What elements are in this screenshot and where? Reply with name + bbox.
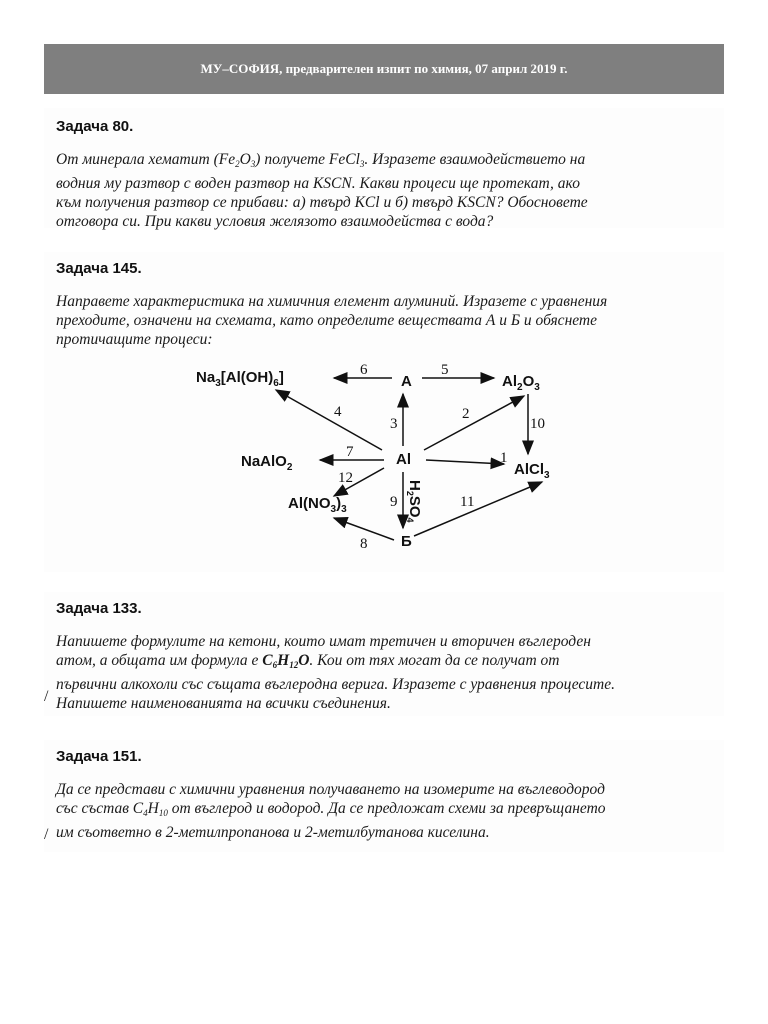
text-line: Направете характеристика на химичния елемент алуминий. Изразете с уравнения xyxy=(56,293,608,310)
task-80-block xyxy=(44,108,724,228)
text-line: От минерала хематит $(Fe_2O_3)$ получете FeCl$_3$. Изразете взаимодействието на xyxy=(56,151,586,169)
task-133-text xyxy=(56,632,721,713)
arrow-label-9: 9 xyxy=(390,494,398,510)
node-B: Б xyxy=(401,533,412,550)
arrow-11 xyxy=(414,482,542,536)
text-line: отговора си. При какви условия желязото взаимодейства с вода? xyxy=(56,213,494,230)
task-145-block xyxy=(44,252,724,572)
text-line: водния му разтвор с воден разтвор на KSCN. Какви процеси ще протекат, ако xyxy=(56,175,580,192)
arrow-label-3: 3 xyxy=(390,416,398,432)
page-header xyxy=(44,44,724,94)
arrow-label-11: 11 xyxy=(460,494,475,510)
task-151-block xyxy=(44,740,724,852)
task-151-title: Задача 151. xyxy=(56,748,142,765)
margin-mark: / xyxy=(44,826,49,843)
task-145-text xyxy=(56,292,721,349)
arrow-label-6: 6 xyxy=(360,362,368,378)
arrow-1 xyxy=(426,460,504,464)
task-133-block xyxy=(44,592,724,716)
node-al: Al xyxy=(396,451,411,468)
task-80-title: Задача 80. xyxy=(56,118,134,135)
text-line: със състав $C_4H_{10}$ от въглерод и водород. Да се предложат схеми за превръщането xyxy=(56,800,606,818)
text-line: към получения разтвор се прибави: а) твърд KCl и б) твърд KSCN? Обосновете xyxy=(56,194,588,211)
task-133-title: Задача 133. xyxy=(56,600,142,617)
arrow-label-7: 7 xyxy=(346,444,354,460)
header-title: МУ–СОФИЯ, предварителен изпит по химия, 07 април 2019 г. xyxy=(200,61,568,76)
margin-mark: / xyxy=(44,688,49,705)
node-na3-al-oh6: $Na_3[Al(OH)_6]$ xyxy=(196,369,284,389)
text-line: Напишете формулите на кетони, които имат третичен и вторичен въглероден xyxy=(56,633,591,650)
arrow-label-2: 2 xyxy=(462,406,470,422)
text-line: Напишете наименованията на всички съединения. xyxy=(56,695,391,712)
arrow-label-12: 12 xyxy=(338,470,353,486)
node-alcl3: AlCl$_3$ xyxy=(514,461,550,481)
arrow-label-5: 5 xyxy=(441,362,449,378)
node-al2o3: $Al_2O_3$ xyxy=(502,373,540,393)
text-line: протичащите процеси: xyxy=(56,331,213,348)
arrow-label-8: 8 xyxy=(360,536,368,552)
text-line: атом, а общата им формула е $C_6H_{12}O$. Кои от тях могат да се получат от xyxy=(56,652,560,670)
aluminium-scheme-diagram xyxy=(44,356,724,566)
task-151-text xyxy=(56,780,721,842)
text-line: преходите, означени на схемата, като определите веществата А и Б и обяснете xyxy=(56,312,598,329)
arrow-label-4: 4 xyxy=(334,404,342,420)
reagent-h2so4: $H_2SO_4$ xyxy=(405,480,423,523)
task-145-title: Задача 145. xyxy=(56,260,142,277)
text-line: първични алкохоли със същата въглеродна верига. Изразете с уравнения процесите. xyxy=(56,676,615,693)
arrow-label-10: 10 xyxy=(530,416,545,432)
node-naalo2: NaAlO$_2$ xyxy=(241,453,293,473)
arrow-label-1: 1 xyxy=(500,450,508,466)
arrow-4 xyxy=(276,390,382,450)
task-80-text xyxy=(56,150,721,231)
node-al-no3-3: $Al(NO_3)_3$ xyxy=(288,495,347,515)
node-A: A xyxy=(401,373,412,390)
text-line: Да се представи с химични уравнения получаването на изомерите на въглеводород xyxy=(56,781,605,798)
arrow-2 xyxy=(424,396,524,450)
text-line: им съответно в 2-метилпропанова и 2-метилбутанова киселина. xyxy=(56,824,490,841)
